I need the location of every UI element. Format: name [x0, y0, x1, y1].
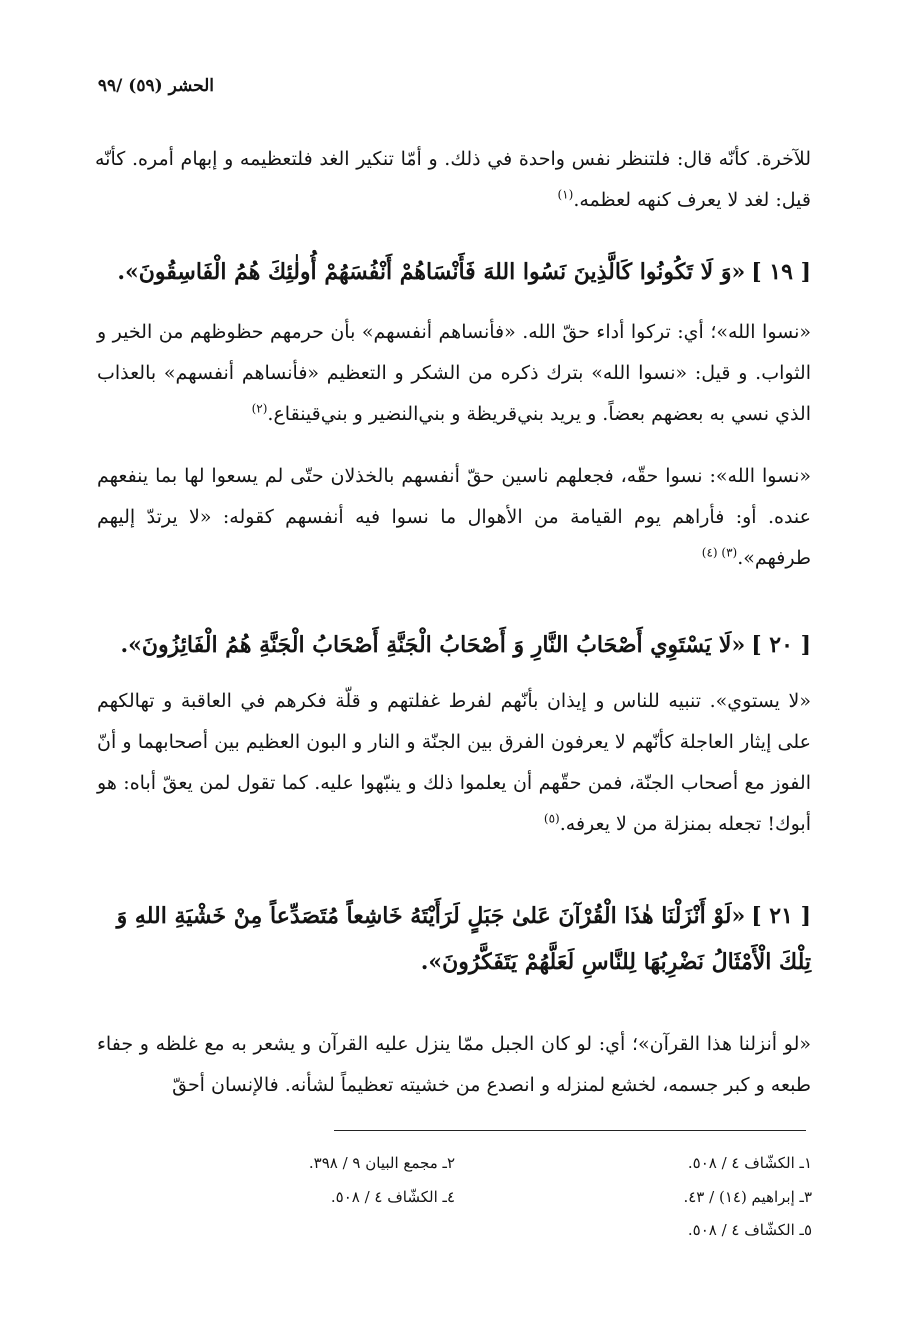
- paragraph-tafsir-21: [97, 1024, 811, 1106]
- footnote-ref: (٥): [543, 811, 560, 826]
- paragraph-text: «نسوا الله»: نسوا حقّه، فجعلهم ناسين حقّ أنفسهم بالخذلان حتّى لم يسعوا لها بما ينفعهم عنده. أو: فأراهم يوم القيامة من الأهوال ما نسوا فيه أنفسهم كقوله: «لا يرتدّ إليهم طرفهم».: [97, 465, 811, 569]
- paragraph-tafsir-19b: [97, 456, 811, 579]
- footnote-5: ٥ـ الكشّاف ٤ / ٥٠٨.: [687, 1221, 812, 1239]
- paragraph-tafsir-20: [97, 681, 811, 845]
- verse-text: «لَا يَسْتَوِي أَصْحَابُ النَّارِ وَ أَصْحَابُ الْجَنَّةِ أَصْحَابُ الْجَنَّةِ هُمُ الْفَائِزُونَ».: [120, 632, 746, 658]
- footnote-ref: (١): [557, 187, 574, 202]
- verse-19: [95, 249, 811, 295]
- footnote-4: ٤ـ الكشّاف ٤ / ٥٠٨.: [330, 1188, 455, 1206]
- footnote-ref: (٣) (٤): [701, 545, 738, 560]
- verse-text: «لَوْ أَنْزَلْنَا هٰذَا الْقُرْآنَ عَلىٰ جَبَلٍ لَرَأَيْتَهُ خَاشِعاً مُتَصَدِّعاً مِنْ خَشْيَةِ اللهِ وَ تِلْكَ الْأَمْثَالُ نَضْرِبُهَا لِلنَّاسِ لَعَلَّهُمْ يَتَفَكَّرُونَ».: [116, 903, 811, 975]
- footnote-1: ١ـ الكشّاف ٤ / ٥٠٨.: [687, 1154, 812, 1172]
- paragraph-text: «نسوا الله»؛ أي: تركوا أداء حقّ الله. «فأنساهم أنفسهم» بأن حرمهم حظوظهم من الخير و الثواب. و قيل: «نسوا الله» بترك ذكره من الشكر و التعظيم «فأنساهم أنفسهم» بالعذاب الذي نسي به بعضهم بعضاً. و يريد بني‌قريظة و بني‌النضير و بني‌قينقاع.: [97, 321, 811, 425]
- paragraph-tafsir-18: [95, 139, 811, 221]
- verse-number: [ ٢٠ ]: [751, 632, 811, 658]
- verse-21: [95, 893, 811, 985]
- paragraph-tafsir-19a: [97, 312, 811, 435]
- footnote-divider: [334, 1130, 806, 1131]
- verse-number: [ ٢١ ]: [751, 903, 811, 929]
- verse-20: [95, 622, 811, 668]
- footnote-2: ٢ـ مجمع البيان ٩ / ٣٩٨.: [308, 1154, 455, 1172]
- paragraph-text: «لو أنزلنا هذا القرآن»؛ أي: لو كان الجبل ممّا ينزل عليه القرآن و يشعر به مع غلظه و جفاء طبعه و كبر جسمه، لخشع لمنزله و انصدع من خشيته تعظيماً لشأنه. فالإنسان أحقّ: [97, 1033, 811, 1096]
- running-header: الحشر (٥٩) /٩٩: [97, 76, 214, 96]
- verse-text: «وَ لَا تَكُونُوا كَالَّذِينَ نَسُوا اللهَ فَأَنْسَاهُمْ أَنْفُسَهُمْ أُولٰئِكَ هُمُ الْفَاسِقُونَ».: [117, 259, 746, 285]
- paragraph-text: للآخرة. كأنّه قال: فلتنظر نفس واحدة في ذلك. و أمّا تنكير الغد فلتعظيمه و إبهام أمره. كأنّه قيل: لغد لا يعرف كنهه لعظمه.: [95, 148, 811, 211]
- footnote-3: ٣ـ إبراهيم (١٤) / ٤٣.: [683, 1188, 812, 1206]
- footnote-ref: (٢): [251, 401, 268, 416]
- verse-number: [ ١٩ ]: [751, 259, 811, 285]
- paragraph-text: «لا يستوي». تنبيه للناس و إيذان بأنّهم لفرط غفلتهم و قلّة فكرهم في العاقبة و تهالكهم على إيثار العاجلة كأنّهم لا يعرفون الفرق بين الجنّة و النار و البون العظيم بين أصحابهما و أنّ الفوز مع أصحاب الجنّة، فمن حقّهم أن يعلموا ذلك و ينبّهوا عليه. كما تقول لمن يعقّ أباه: هو أبوك! تجعله بمنزلة من لا يعرفه.: [97, 690, 811, 835]
